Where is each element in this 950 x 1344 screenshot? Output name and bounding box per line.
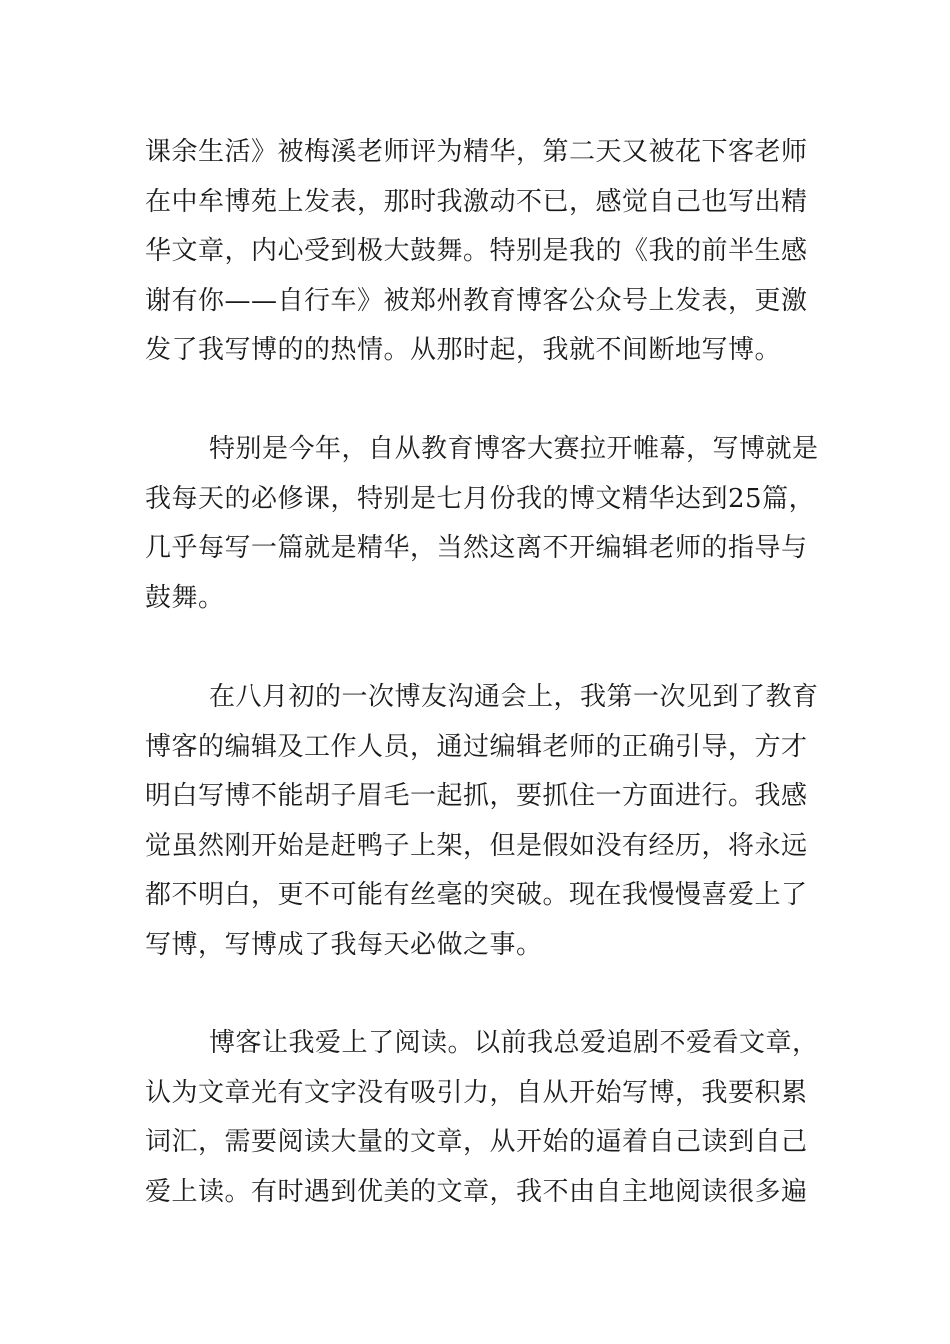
paragraph [145, 425, 819, 623]
paragraph [145, 673, 819, 970]
text-line: 爱上读。有时遇到优美的文章，我不由自主地阅读很多遍 [145, 1176, 808, 1207]
text-line: 在中牟博苑上发表，那时我激动不已，感觉自己也写出精 [145, 186, 808, 217]
paragraph [145, 128, 810, 376]
text-line: 认为文章光有文字没有吸引力，自从开始写博，我要积累 [145, 1077, 808, 1108]
text-line: 博客的编辑及工作人员，通过编辑老师的正确引导，方才 [145, 731, 808, 762]
text-line: 华文章，内心受到极大鼓舞。特别是我的《我的前半生感 [145, 236, 808, 266]
text-line: 几乎每写一篇就是精华，当然这离不开编辑老师的指导与 [145, 533, 808, 563]
text-line: 都不明白，更不可能有丝毫的突破。现在我慢慢喜爱上了 [145, 880, 808, 910]
text-line: 在八月初的一次博友沟通会上，我第一次见到了教育 [209, 682, 819, 712]
text-line: 博客让我爱上了阅读。以前我总爱追剧不爱看文章， [209, 1028, 819, 1058]
text-line: 课余生活》被梅溪老师评为精华，第二天又被花下客老师 [145, 137, 808, 167]
text-line: 鼓舞。 [145, 582, 225, 613]
text-line: 词汇，需要阅读大量的文章，从开始的逼着自己读到自己 [145, 1127, 808, 1157]
text-line: 我每天的必修课，特别是七月份我的博文精华达到25篇， [145, 483, 816, 514]
text-line: 写博，写博成了我每天必做之事。 [145, 929, 543, 960]
paragraph [145, 1019, 819, 1217]
text-line: 谢有你——自行车》被郑州教育博客公众号上发表，更激 [145, 285, 808, 316]
text-line: 发了我写博的的热情。从那时起，我就不间断地写博。 [145, 335, 782, 365]
text-line: 觉虽然刚开始是赶鸭子上架，但是假如没有经历，将永远 [145, 830, 808, 861]
text-line: 特别是今年，自从教育博客大赛拉开帷幕，写博就是 [209, 434, 819, 464]
text-line: 明白写博不能胡子眉毛一起抓，要抓住一方面进行。我感 [145, 781, 808, 811]
